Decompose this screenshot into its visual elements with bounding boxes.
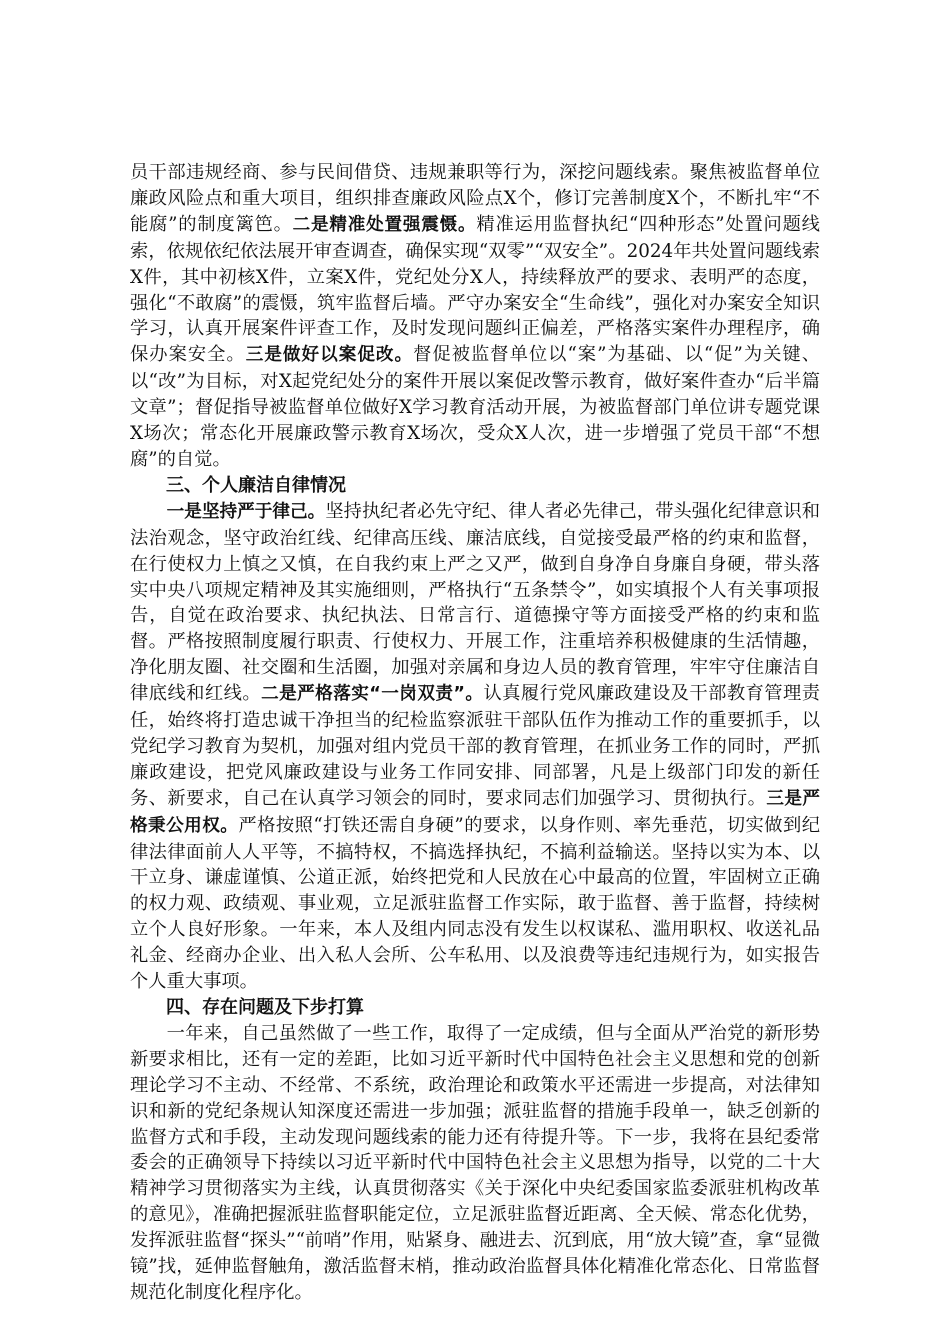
section-heading: 四、存在问题及下步打算: [166, 997, 364, 1018]
continued-paragraph: [130, 160, 820, 473]
paragraph-text: 严格按照“打铁还需自身硬”的要求，以身作则、率先垂范，切实做到纪律法律面前人人平等，不搞特权，不搞选择执纪，不搞利益输送。坚持以实为本、以干立身、谦虚谨慎、公道正派，始终把党和人民放在心中最高的位置，牢固树立正确的权力观、政绩观、事业观，立足派驻监督工作实际，敢于监督、善于监督，持续树立个人良好形象。一年来，本人及组内同志没有发生以权谋私、滥用职权、收送礼品礼金、经商办企业、出入私人会所、公车私用、以及浪费等违纪违规行为，如实报告个人重大事项。: [130, 814, 820, 993]
section4-paragraph: 一年来，自己虽然做了一些工作，取得了一定成绩，但与全面从严治党的新形势新要求相比，还有一定的差距，比如习近平新时代中国特色社会主义思想和党的创新理论学习不主动、不经常、不系统，政治理论和政策水平还需进一步提高，对法律知识和新的党纪条规认知深度还需进一步加强；派驻监督的措施手段单一，缺乏创新的监督方式和手段，主动发现问题线索的能力还有待提升等。下一步，我将在县纪委常委会的正确领导下持续以习近平新时代中国特色社会主义思想为指导，以党的二十大精神学习贯彻落实为主线，认真贯彻落实《关于深化中央纪委国家监委派驻机构改革的意见》，准确把握派驻监督职能定位，立足派驻监督近距离、全天候、常态化优势，发挥派驻监督“探头”“前哨”作用，贴紧身、融进去、沉到底，用“放大镜”查，拿“显微镜”找，延伸监督触角，激活监督末梢，推动政治监督具体化精准化常态化、日常监督规范化制度化程序化。: [130, 1022, 820, 1303]
paragraph-text: 认真履行党风廉政建设及干部教育管理责任，始终将打造忠诚干净担当的纪检监察派驻干部队伍作为推动工作的重要抓手，以党纪学习教育为契机，加强对组内党员干部的教育管理，在抓业务工作的同时，严抓廉政建设，把党风廉政建设与业务工作同安排、同部署，凡是上级部门印发的新任务、新要求，自己在认真学习领会的同时，要求同志们加强学习、贯彻执行。: [130, 683, 821, 809]
lead-phrase: 一是坚持严于律己。: [166, 501, 326, 522]
lead-phrase: 三是严格秉公用权。: [130, 788, 820, 836]
section-heading: 三、个人廉洁自律情况: [166, 474, 346, 496]
lead-phrase: 三是做好以案促改。: [245, 345, 414, 366]
paragraph-text: 坚持执纪者必先守纪、律人者必先律己，带头强化纪律意识和法治观念，坚守政治红线、纪律高压线、廉洁底线，自觉接受最严格的约束和监督，在行使权力上慎之又慎，在自我约束上严之又严，做到自身净自身廉自身硬，带头落实中央八项规定精神及其实施细则，严格执行“五条禁令”，如实填报个人有关事项报告，自觉在政治要求、执纪执法、日常言行、道德操守等方面接受严格的约束和监督。严格按照制度履行职责、行使权力、开展工作，注重培养积极健康的生活情趣，净化朋友圈、社交圈和生活圈，加强对亲属和身边人员的教育管理，牢牢守住廉洁自律底线和红线。: [130, 500, 820, 705]
paragraph-text: 精准运用监督执纪“四种形态”处置问题线索，依规依纪依法展开审查调查，确保实现“双零”“双安全”。2024年共处置问题线索X件，其中初核X件，立案X件，党纪处分X人，持续释放严的要求、表明严的态度，强化“不敢腐”的震慑，筑牢监督后墙。严守办案安全“生命线”，强化对办案安全知识学习，认真开展案件评查工作，及时发现问题纠正偏差，严格落实案件办理程序，确保办案安全。: [130, 213, 820, 366]
lead-phrase: 二是精准处置强震慑。: [292, 214, 477, 235]
section3-paragraph: [130, 499, 820, 995]
paragraph-text: 员干部违规经商、参与民间借贷、违规兼职等行为，深挖问题线索。聚焦被监督单位廉政风险点和重大项目，组织排查廉政风险点X个，修订完善制度X个，不断扎牢“不能腐”的制度篱笆。: [130, 162, 820, 235]
lead-phrase: 二是严格落实“一岗双责”。: [261, 684, 484, 705]
paragraph-text: 督促被监督单位以“案”为基础、以“促”为关键、以“改”为目标，对X起党纪处分的案件开展以案促改警示教育，做好案件查办“后半篇文章”；督促指导被监督单位做好X学习教育活动开展，为被监督部门单位讲专题党课X场次；常态化开展廉政警示教育X场次，受众X人次，进一步增强了党员干部“不想腐”的自觉。: [130, 344, 820, 470]
document-page: [130, 160, 820, 1306]
